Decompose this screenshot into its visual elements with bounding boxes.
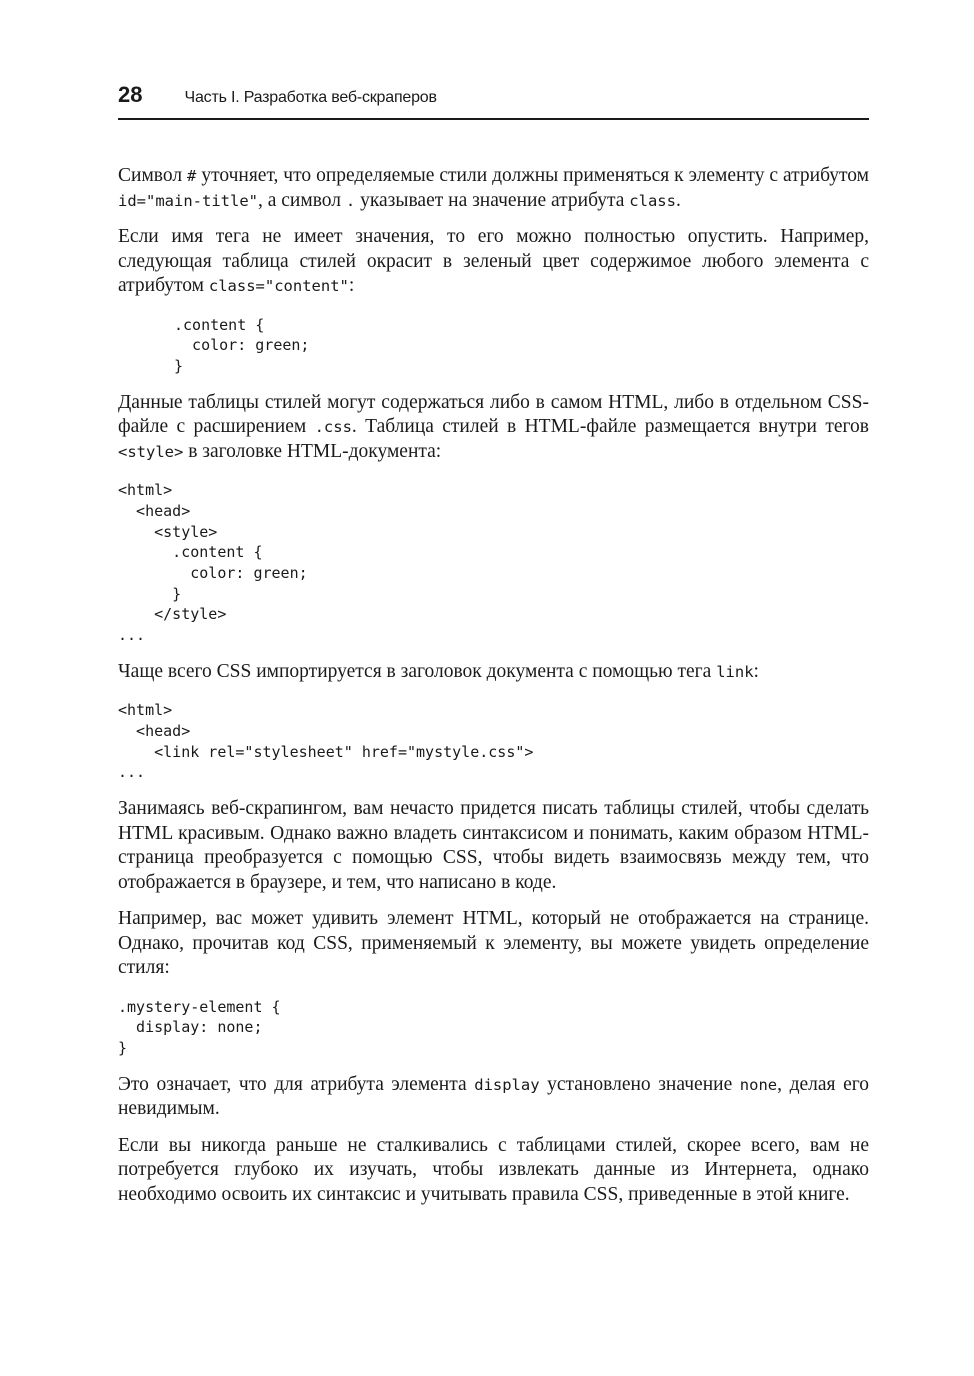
text: :	[348, 275, 355, 296]
paragraph-4	[118, 660, 869, 685]
inline-code: #	[187, 167, 197, 185]
paragraph-6: Например, вас может удивить элемент HTML, который не отображается на странице. Однако, прочитав код CSS, применяемый к элементу, вы можете увидеть определение стиля:	[118, 908, 869, 979]
inline-code: link	[716, 662, 754, 681]
code-block-2: <html> <head> <style> .content { color: green; } </style> ...	[118, 481, 308, 645]
text: Если имя тега не имеет значения, то его можно полностью опустить. Например, следующая таблица стилей окрасит в зеленый цвет содержимое любого элемента с атрибутом	[118, 226, 869, 296]
book-page	[118, 82, 869, 1219]
inline-code: class	[629, 191, 676, 210]
text: установлено значение	[539, 1073, 740, 1095]
page-number: 28	[118, 82, 143, 107]
text: указывает на значение атрибута	[355, 189, 630, 211]
page-header	[118, 82, 869, 120]
text: в заголовке HTML-документа:	[183, 440, 442, 462]
text: :	[753, 660, 759, 682]
inline-code: none	[739, 1075, 778, 1094]
text: , делая его невидимым.	[118, 1073, 869, 1120]
paragraph-7	[118, 1073, 869, 1122]
text: Символ	[118, 165, 188, 186]
paragraph-5: Занимаясь веб-скрапингом, вам нечасто придется писать таблицы стилей, чтобы сделать HTML красивым. Однако важно владеть синтаксисом и понимать, каким образом HTML-страница преобразуется с помощью CSS, чтобы видеть взаимосвязь между тем, что отображается в браузере, и тем, что написано в коде.	[118, 798, 869, 893]
paragraph-3	[118, 391, 869, 465]
paragraph-2	[118, 225, 869, 299]
inline-code: <style>	[118, 442, 184, 461]
paragraph-1	[118, 164, 869, 213]
paragraph-8: Если вы никогда раньше не сталкивались с таблицами стилей, скорее всего, вам не потребуется глубоко их изучать, чтобы извлекать данные из Интернета, однако необходимо освоить их синтаксис и учитывать правила CSS, приведенные в этой книге.	[118, 1134, 869, 1205]
text: , а символ	[257, 189, 346, 211]
text: . Таблица стилей в HTML-файле размещается внутри тегов	[351, 416, 869, 438]
inline-code: class="content"	[208, 277, 349, 295]
inline-code: display	[474, 1075, 540, 1094]
code-block-1: .content { color: green; }	[174, 315, 310, 375]
text: Данные таблицы стилей могут содержаться либо в самом HTML, либо в отдельном CSS-файле с расширением	[118, 391, 869, 438]
inline-code: .css	[314, 418, 352, 437]
code-block-3: <html> <head> <link rel="stylesheet" href="mystyle.css"> ...	[118, 701, 534, 782]
page-body	[118, 164, 869, 1207]
text: .	[675, 189, 681, 211]
running-head: Часть I. Разработка веб-скраперов	[184, 89, 437, 106]
text: Чаще всего CSS импортируется в заголовок документа с помощью тега	[118, 660, 717, 682]
code-block-4: .mystery-element { display: none; }	[118, 997, 281, 1057]
inline-code: id="main-title"	[118, 191, 258, 210]
text: Это означает, что для атрибута элемента	[118, 1073, 475, 1095]
inline-code: .	[345, 191, 356, 210]
text: уточняет, что определяемые стили должны применяться к элементу с атрибутом	[196, 165, 869, 186]
